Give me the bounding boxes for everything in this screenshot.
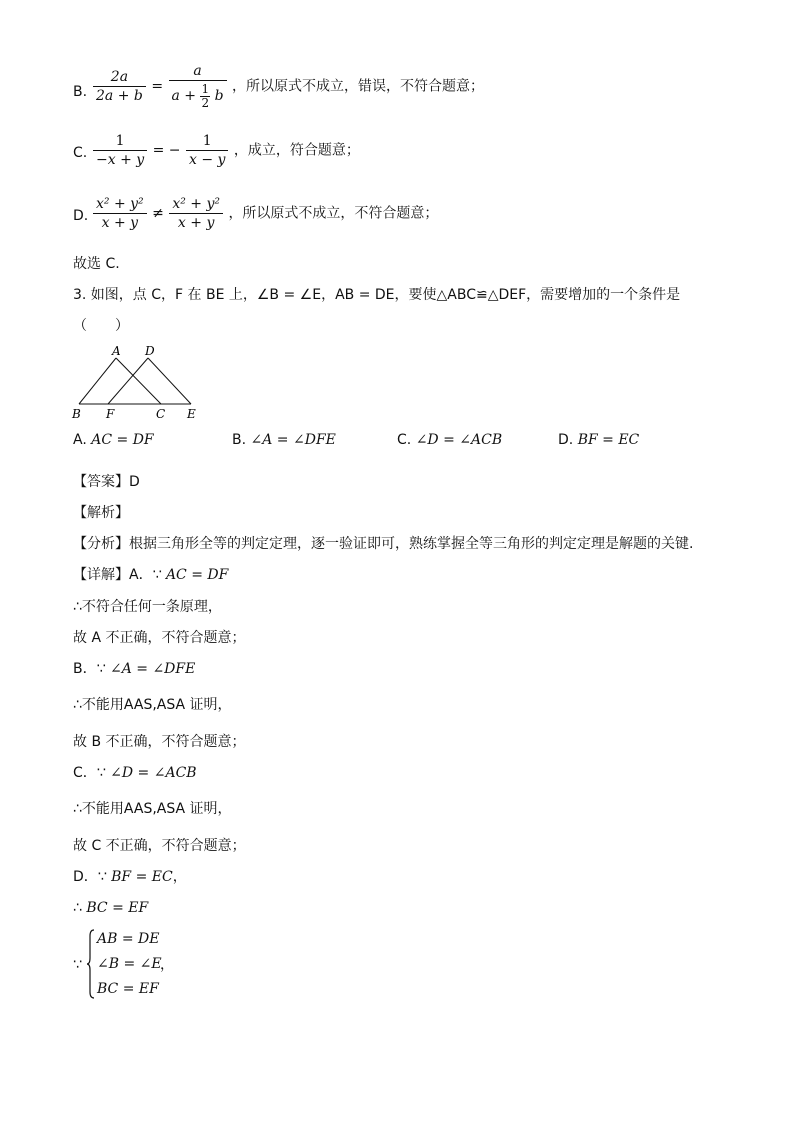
option-b-half-fraction (200, 83, 210, 110)
q3-option-a-text: AC = DF (91, 432, 154, 448)
label-d: D (145, 344, 155, 358)
detail-c2-abbr: AAS,ASA (123, 801, 186, 817)
analysis-text: 根据三角形全等的判定定理，逐一验证即可，熟练掌握全等三角形的判定定理是解题的关键. (129, 536, 694, 552)
system-line-2: ∠B = ∠E (97, 956, 162, 972)
segment-fd (108, 358, 148, 404)
option-d-right-fraction (169, 195, 223, 232)
option-c-right-denominator: x − y (186, 150, 228, 169)
option-c-right-numerator: 1 (202, 133, 212, 149)
detail-d2-pre: ∴ (73, 900, 87, 916)
q3-option-c-key: C. (397, 432, 412, 448)
analysis-line (73, 534, 693, 554)
q3-option-d-text: BF = EC (577, 432, 640, 448)
answer-label: 【答案】 (73, 474, 129, 490)
detail-c1-pre: C．∵ (73, 765, 111, 781)
detail-b-line2 (73, 695, 232, 715)
option-d-left-fraction (93, 195, 147, 232)
option-d-left-denominator: x + y (93, 213, 147, 232)
option-c-right-fraction (186, 132, 228, 169)
analysis-sublabel: 【分析】 (73, 536, 129, 552)
question-3-blank: （ ） (73, 318, 129, 334)
system-line-3: BC = EF (97, 981, 159, 997)
q3-option-d-key: D. (558, 432, 574, 448)
option-b-equals: = (151, 78, 164, 95)
detail-d3-comma: ， (160, 957, 174, 973)
q3-option-c (397, 430, 502, 450)
detail-a1-math: AC = DF (165, 567, 229, 583)
option-c-left-denominator: −x + y (93, 150, 147, 169)
label-c: C (156, 407, 166, 421)
option-c-equals: = − (152, 142, 181, 159)
option-d-row (92, 195, 438, 232)
analysis-label: 【解析】 (73, 505, 129, 521)
detail-b2-post: 证明， (185, 697, 232, 713)
detail-a1-pre: A．∵ (129, 567, 166, 583)
q3-option-c-text: ∠D = ∠ACB (415, 432, 503, 448)
segment-ba (79, 358, 116, 404)
label-e: E (187, 407, 196, 421)
detail-d1-post: ， (172, 869, 187, 885)
option-b-right-den-post: b (214, 88, 224, 104)
q3-option-b (232, 430, 336, 450)
label-f: F (106, 407, 115, 421)
detail-b1-pre: B．∵ (73, 661, 110, 677)
detail-a-line1 (73, 565, 228, 585)
option-b-text: ，所以原式不成立，错误，不符合题意； (232, 78, 484, 95)
option-d-left-numerator: x² + y² (96, 196, 144, 212)
label-a: A (112, 344, 121, 358)
option-c-row (92, 132, 360, 169)
detail-c-line3: 故 C 不正确，不符合题意； (73, 838, 246, 854)
option-b-left-fraction (93, 68, 146, 105)
detail-b1-math: ∠A = ∠DFE (109, 661, 196, 677)
triangle-figure (68, 340, 218, 424)
detail-d3-because: ∵ (73, 957, 82, 973)
option-c-text: ，成立，符合题意； (233, 142, 360, 159)
detail-label: 【详解】 (73, 567, 129, 583)
detail-d1-math: BF = EC (111, 869, 173, 885)
option-b-row (92, 62, 484, 122)
option-b-letter: B. (73, 84, 88, 100)
q3-option-d (558, 430, 639, 450)
detail-d-line1 (73, 867, 187, 887)
detail-d2-math: BC = EF (86, 900, 149, 916)
detail-d-line2 (73, 898, 148, 918)
option-b-right-den-pre: a + (171, 88, 197, 104)
option-c-left-numerator: 1 (115, 133, 125, 149)
detail-b2-pre: ∴不能用 (73, 697, 124, 713)
detail-c-line2 (73, 799, 232, 819)
answer-line (73, 472, 140, 492)
detail-c2-pre: ∴不能用 (73, 801, 124, 817)
q3-option-a (73, 430, 154, 450)
detail-c1-math: ∠D = ∠ACB (110, 765, 197, 781)
option-b-right-fraction (169, 62, 227, 111)
option-d-right-denominator: x + y (169, 213, 223, 232)
system-line-1: AB = DE (97, 931, 160, 947)
detail-b2-abbr: AAS,ASA (123, 697, 186, 713)
question-3-stem: 3. 如图，点 C，F 在 BE 上，∠B = ∠E，AB = DE，要使△ABC≌△DEF，需要增加的一个条件是 (73, 287, 681, 303)
option-b-half-den: 2 (201, 95, 210, 110)
detail-c2-post: 证明， (185, 801, 232, 817)
option-b-left-numerator: 2a (110, 69, 129, 85)
option-d-letter: D. (73, 208, 89, 224)
option-b-right-denominator (169, 80, 227, 111)
label-b: B (72, 407, 81, 421)
option-d-not-equal: ≠ (152, 205, 164, 222)
detail-b-line3: 故 B 不正确，不符合题意； (73, 734, 246, 750)
answer-value: D (129, 474, 140, 490)
option-d-text: ，所以原式不成立，不符合题意； (228, 205, 439, 222)
detail-a-line2: ∴不符合任何一条原理， (73, 599, 222, 615)
q3-option-a-key: A. (73, 432, 87, 448)
q3-option-b-key: B. (232, 432, 247, 448)
detail-b-line1 (73, 659, 195, 679)
option-b-half-num: 1 (201, 81, 210, 96)
detail-a-line3: 故 A 不正确，不符合题意； (73, 630, 246, 646)
q3-option-b-text: ∠A = ∠DFE (250, 432, 336, 448)
option-c-left-fraction (93, 132, 147, 169)
option-c-letter: C. (73, 145, 88, 161)
option-d-right-numerator: x² + y² (172, 196, 220, 212)
option-b-left-denominator: 2a + b (93, 86, 146, 105)
detail-c-line1 (73, 763, 197, 783)
option-b-right-numerator: a (193, 63, 202, 79)
detail-d1-pre: D．∵ (73, 869, 112, 885)
choose-c: 故选 C. (73, 256, 120, 272)
system-brace (86, 928, 96, 1000)
